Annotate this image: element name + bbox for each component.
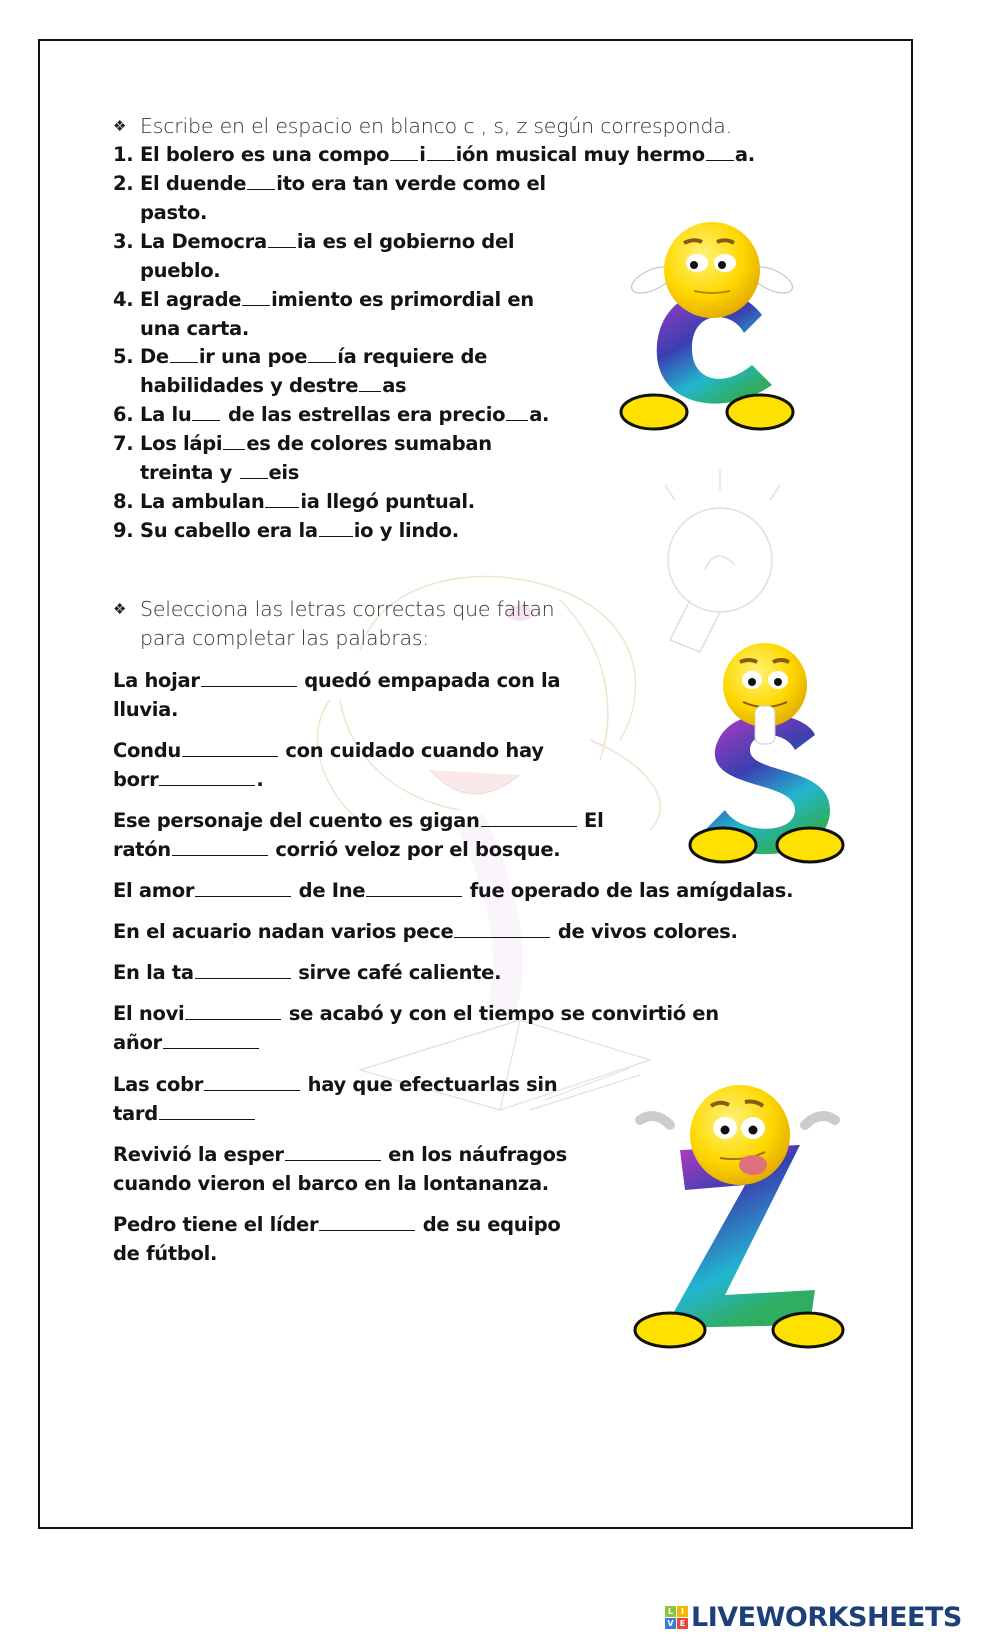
question-6: En la ta sirve café caliente. bbox=[113, 961, 502, 984]
blank-input[interactable] bbox=[192, 402, 220, 421]
exercise-item-1: 1. El bolero es una compo i ión musical muy hermo a. bbox=[113, 143, 755, 166]
blank-input[interactable] bbox=[427, 142, 455, 161]
blank-input[interactable] bbox=[319, 518, 353, 537]
instruction-section-2: ❖ Selecciona las letras correctas que faltan para completar las palabras: bbox=[113, 597, 555, 650]
blank-input[interactable] bbox=[223, 431, 245, 450]
blank-input[interactable] bbox=[201, 668, 297, 687]
blank-input[interactable] bbox=[285, 1142, 381, 1161]
blank-input[interactable] bbox=[319, 1212, 415, 1231]
question-8: Las cobr hay que efectuarlas sin tard bbox=[113, 1073, 558, 1125]
blank-input[interactable] bbox=[159, 1101, 255, 1120]
exercise-item-2: 2. El duende ito era tan verde como el pasto. bbox=[113, 172, 546, 224]
blank-input[interactable] bbox=[204, 1072, 300, 1091]
question-9: Revivió la esper en los náufragos cuando vieron el barco en la lontananza. bbox=[113, 1143, 567, 1195]
letter-z-emoji-character bbox=[625, 1080, 850, 1350]
exercise-item-8: 8. La ambulan ia llegó puntual. bbox=[113, 490, 475, 513]
question-3: Ese personaje del cuento es gigan El ratón corrió veloz por el bosque. bbox=[113, 809, 604, 861]
instruction-section-1: ❖ Escribe en el espacio en blanco c , s, z según corresponda. bbox=[113, 112, 732, 141]
logo-tiles-icon: L I V E bbox=[665, 1606, 688, 1629]
blank-input[interactable] bbox=[366, 878, 462, 897]
blank-input[interactable] bbox=[170, 344, 198, 363]
blank-input[interactable] bbox=[247, 171, 275, 190]
blank-input[interactable] bbox=[185, 1001, 281, 1020]
blank-input[interactable] bbox=[195, 878, 291, 897]
blank-input[interactable] bbox=[159, 767, 255, 786]
exercise-item-5: 5. De ir una poe ía requiere de habilidades y destre as bbox=[113, 345, 488, 397]
blank-input[interactable] bbox=[163, 1030, 259, 1049]
liveworksheets-logo: L I V E LIVEWORKSHEETS bbox=[665, 1602, 962, 1633]
question-1: La hojar quedó empapada con la lluvia. bbox=[113, 669, 561, 721]
exercise-item-6: 6. La lu de las estrellas era precio a. bbox=[113, 403, 550, 426]
blank-input[interactable] bbox=[506, 402, 528, 421]
blank-input[interactable] bbox=[242, 287, 270, 306]
diamond-bullet-icon: ❖ bbox=[113, 117, 127, 135]
diamond-bullet-icon: ❖ bbox=[113, 600, 127, 618]
blank-input[interactable] bbox=[172, 837, 268, 856]
blank-input[interactable] bbox=[268, 229, 296, 248]
blank-input[interactable] bbox=[265, 489, 299, 508]
blank-input[interactable] bbox=[195, 960, 291, 979]
blank-input[interactable] bbox=[706, 142, 734, 161]
question-10: Pedro tiene el líder de su equipo de fútbol. bbox=[113, 1213, 561, 1265]
blank-input[interactable] bbox=[359, 373, 381, 392]
exercise-item-4: 4. El agrade imiento es primordial en una carta. bbox=[113, 288, 534, 340]
exercise-item-9: 9. Su cabello era la io y lindo. bbox=[113, 519, 459, 542]
letter-c-emoji-character bbox=[612, 205, 812, 435]
exercise-item-3: 3. La Democra ia es el gobierno del pueblo. bbox=[113, 230, 515, 282]
blank-input[interactable] bbox=[454, 919, 550, 938]
question-4: El amor de Ine fue operado de las amígdalas. bbox=[113, 879, 794, 902]
blank-input[interactable] bbox=[182, 738, 278, 757]
question-2: Condu con cuidado cuando hay borr . bbox=[113, 739, 544, 791]
letter-s-emoji-character bbox=[685, 640, 850, 870]
question-5: En el acuario nadan varios pece de vivos colores. bbox=[113, 920, 738, 943]
exercise-item-7: 7. Los lápi es de colores sumaban treinta y eis bbox=[113, 432, 492, 484]
blank-input[interactable] bbox=[481, 808, 577, 827]
blank-input[interactable] bbox=[240, 460, 268, 479]
blank-input[interactable] bbox=[390, 142, 418, 161]
blank-input[interactable] bbox=[308, 344, 336, 363]
question-7: El novi se acabó y con el tiempo se convirtió en añor bbox=[113, 1002, 719, 1054]
